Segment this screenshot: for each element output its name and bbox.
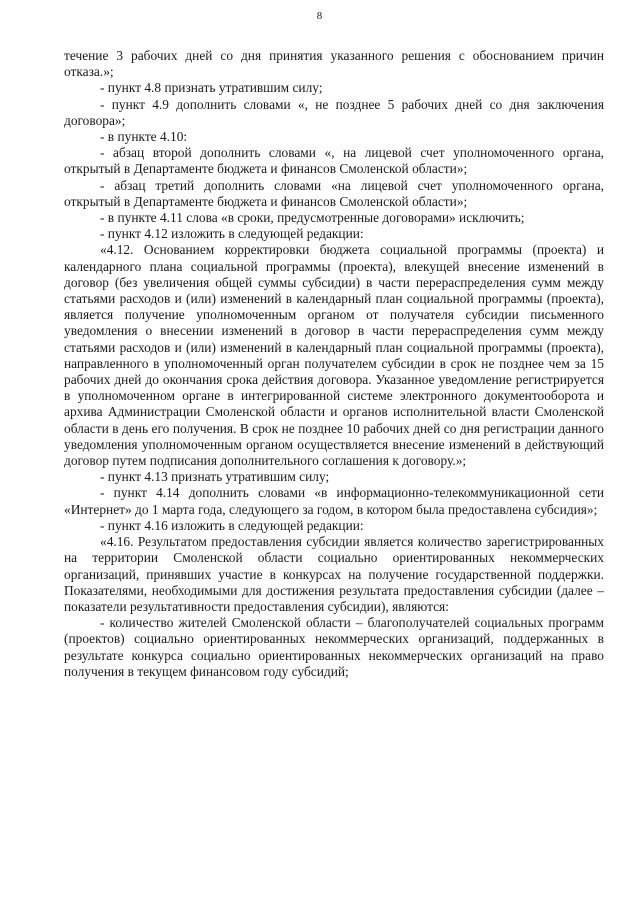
paragraph: - количество жителей Смоленской области – благополучателей социальных программ (проектов) социально ориентированных некоммерческих организаций, поддержанных в результате конкурса социально ориентированных некоммерческих организаций на право получения в текущем финансовом году субсидий;	[64, 615, 604, 679]
document-body	[64, 48, 604, 680]
paragraph: «4.16. Результатом предоставления субсидии является количество зарегистрированных на территории Смоленской области социально ориентированных некоммерческих организаций, принявших участие в конкурсах на получение государственной поддержки. Показателями, необходимыми для достижения результата предоставления субсидии (далее – показатели результативности предоставления субсидии), являются:	[64, 534, 604, 614]
paragraph: течение 3 рабочих дней со дня принятия указанного решения с обоснованием причин отказа.»;	[64, 48, 604, 80]
paragraph: - пункт 4.9 дополнить словами «, не позднее 5 рабочих дней со дня заключения договора»;	[64, 96, 604, 128]
paragraph: - пункт 4.13 признать утратившим силу;	[100, 469, 330, 485]
paragraph: - пункт 4.12 изложить в следующей редакции:	[100, 226, 364, 242]
paragraph: - в пункте 4.10:	[100, 129, 188, 145]
paragraph: - абзац третий дополнить словами «на лицевой счет уполномоченного органа, открытый в Департаменте бюджета и финансов Смоленской области»;	[64, 177, 604, 209]
paragraph: - в пункте 4.11 слова «в сроки, предусмотренные договорами» исключить;	[100, 210, 525, 226]
page-number: 8	[316, 10, 323, 22]
paragraph: - абзац второй дополнить словами «, на лицевой счет уполномоченного органа, открытый в Департаменте бюджета и финансов Смоленской области»;	[64, 145, 604, 177]
paragraph: «4.12. Основанием корректировки бюджета социальной программы (проекта) и календарного плана социальной программы (проекта), влекущей внесение изменений в договор (без увеличения общей суммы субсидии) в части перераспределения сумм между статьями расходов и (или) изменений в календарный план социальной программы (проекта), является получение уполномоченным органом от получателя субсидии письменного уведомления о внесении изменений в договор в части перераспределения сумм между статьями расходов и (или) изменений в календарный план социальной программы (проекта), направленного в уполномоченный орган получателем субсидии в срок не позднее чем за 15 рабочих дней до окончания срока действия договора. Указанное уведомление регистрируется в уполномоченном органе в интегрированной системе электронного документооборота и архива Администрации Смоленской области и органов исполнительной власти Смоленской области в день его получения. В срок не позднее 10 рабочих дней со дня регистрации данного уведомления уполномоченным органом осуществляется внесение изменений в действующий договор путем подписания дополнительного соглашения к договору.»;	[64, 242, 604, 469]
paragraph: - пункт 4.14 дополнить словами «в информационно-телекоммуникационной сети «Интернет» до 1 марта года, следующего за годом, в котором была предоставлена субсидия»;	[64, 485, 604, 517]
paragraph: - пункт 4.8 признать утратившим силу;	[100, 80, 323, 96]
paragraph: - пункт 4.16 изложить в следующей редакции:	[100, 517, 364, 533]
